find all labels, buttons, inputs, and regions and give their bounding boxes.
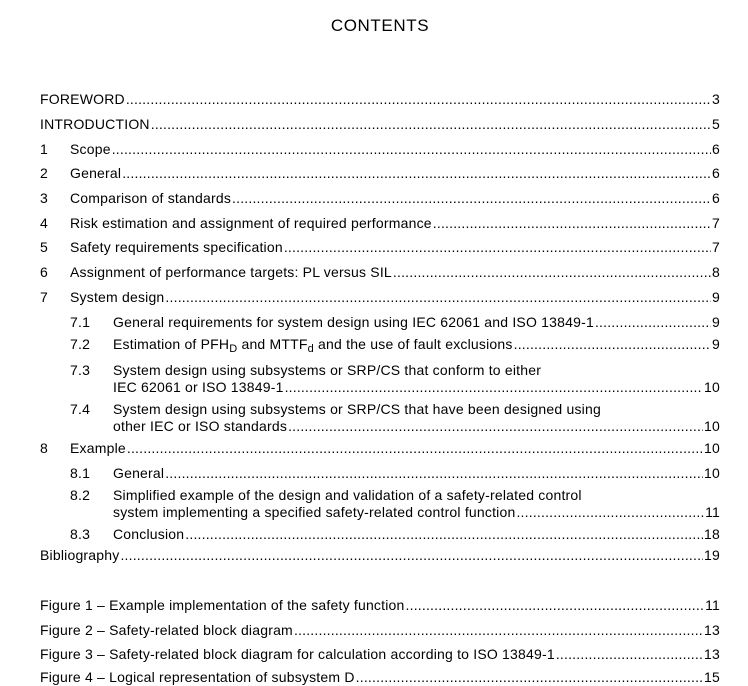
toc-entry-foreword[interactable] (40, 91, 720, 108)
toc-section-number: 8.2 (70, 487, 91, 503)
toc-entry-7-4[interactable] (40, 401, 720, 435)
dot-leader (556, 646, 703, 663)
dot-leader (356, 669, 703, 686)
toc-entry-7-2[interactable] (40, 336, 720, 353)
toc-section-number: 6 (40, 264, 48, 280)
toc-section-number: 8.1 (70, 465, 91, 481)
toc-entry-text: Safety requirements specification (70, 239, 283, 255)
toc-page-number: 3 (712, 91, 720, 107)
figure-caption: Figure 3 – Safety-related block diagram for calculation according to ISO 13849-1 (40, 646, 555, 662)
toc-entry-6[interactable] (40, 264, 720, 281)
toc-page-number: 15 (704, 669, 720, 685)
toc-entry-7[interactable] (40, 289, 720, 306)
toc-entry-text: FOREWORD (40, 91, 125, 107)
toc-page-number: 5 (712, 116, 720, 132)
figure-caption: Figure 1 – Example implementation of the safety function (40, 597, 405, 613)
toc-page-number: 9 (712, 289, 720, 305)
toc-entry-2[interactable] (40, 165, 720, 182)
toc-section-number: 7.4 (70, 401, 91, 417)
toc-figure-4[interactable] (40, 669, 720, 686)
toc-entry-8[interactable] (40, 440, 720, 457)
dot-leader (288, 418, 703, 435)
toc-section-number: 8 (40, 440, 48, 456)
dot-leader (165, 465, 703, 482)
dot-leader (514, 336, 711, 353)
toc-entry-8-3[interactable] (40, 526, 720, 543)
toc-section-number: 7.1 (70, 314, 91, 330)
toc-entry-text: Conclusion (113, 526, 185, 542)
toc-entry-text-continued: other IEC or ISO standards (113, 418, 288, 434)
toc-page-number: 10 (704, 440, 720, 456)
toc-entry-text-continued: system implementing a specified safety-related control function (113, 504, 516, 520)
toc-page-number: 10 (704, 418, 720, 434)
toc-entry-text: Estimation of $PFH_D$ and $MTTF_d$ and the use of fault exclusions (113, 336, 513, 355)
dot-leader (285, 379, 703, 396)
toc-entry-text: Assignment of performance targets: PL versus SIL (70, 264, 392, 280)
dot-leader (126, 91, 711, 108)
dot-leader (112, 141, 711, 158)
page-title: CONTENTS (330, 16, 430, 35)
toc-figure-2[interactable] (40, 622, 720, 639)
toc-page-number: 6 (712, 165, 720, 181)
toc-section-number: 5 (40, 239, 48, 255)
toc-entry-8-2[interactable] (40, 487, 720, 521)
dot-leader (294, 622, 703, 639)
toc-entry-text: Simplified example of the design and validation of a safety-related control (113, 487, 582, 503)
figure-caption: Figure 4 – Logical representation of subsystem D (40, 669, 355, 685)
toc-entry-7-3[interactable] (40, 362, 720, 396)
toc-entry-text: General (113, 465, 165, 481)
toc-figure-1[interactable] (40, 597, 720, 614)
toc-page-number: 8 (712, 264, 720, 280)
toc-entry-text: Scope (70, 141, 111, 157)
toc-page-number: 19 (704, 547, 720, 563)
toc-entry-text: Risk estimation and assignment of required performance (70, 215, 432, 231)
toc-entry-7-1[interactable] (40, 314, 720, 331)
dot-leader (232, 190, 711, 207)
toc-entry-4[interactable] (40, 215, 720, 232)
dot-leader (284, 239, 711, 256)
toc-entry-1[interactable] (40, 141, 720, 158)
toc-section-number: 3 (40, 190, 48, 206)
toc-section-number: 7.3 (70, 362, 91, 378)
toc-page-number: 9 (712, 314, 720, 330)
dot-leader (165, 289, 711, 306)
toc-page-number: 18 (704, 526, 720, 542)
toc-page-number: 13 (704, 622, 720, 638)
toc-entry-5[interactable] (40, 239, 720, 256)
dot-leader (185, 526, 703, 543)
toc-section-number: 8.3 (70, 526, 91, 542)
toc-entry-text: System design using subsystems or SRP/CS that have been designed using (113, 401, 601, 417)
toc-entry-text: System design using subsystems or SRP/CS that conform to either (113, 362, 542, 378)
dot-leader (393, 264, 711, 281)
figure-caption: Figure 2 – Safety-related block diagram (40, 622, 293, 638)
dot-leader (516, 504, 704, 521)
toc-page-number: 7 (712, 215, 720, 231)
toc-entry-text: System design (70, 289, 165, 305)
toc-entry-text: Comparison of standards (70, 190, 232, 206)
toc-page-number: 6 (712, 141, 720, 157)
toc-entry-text: INTRODUCTION (40, 116, 150, 132)
toc-page-number: 11 (705, 597, 720, 613)
toc-page-number: 11 (705, 504, 720, 520)
dot-leader (120, 547, 703, 564)
dot-leader (595, 314, 711, 331)
toc-section-number: 7.2 (70, 336, 91, 352)
toc-page-number: 10 (704, 465, 720, 481)
toc-section-number: 2 (40, 165, 48, 181)
toc-page-number: 6 (712, 190, 720, 206)
toc-entry-text: Example (70, 440, 126, 456)
toc-page-number: 10 (704, 379, 720, 395)
toc-entry-bibliography[interactable] (40, 547, 720, 564)
toc-page-number: 13 (704, 646, 720, 662)
toc-section-number: 4 (40, 215, 48, 231)
dot-leader (122, 165, 711, 182)
toc-figure-3[interactable] (40, 646, 720, 663)
toc-entry-3[interactable] (40, 190, 720, 207)
toc-entry-text: General (70, 165, 122, 181)
dot-leader (433, 215, 711, 232)
toc-page-number: 7 (712, 239, 720, 255)
dot-leader (151, 116, 711, 133)
dot-leader (127, 440, 703, 457)
toc-entry-text: General requirements for system design using IEC 62061 and ISO 13849-1 (113, 314, 594, 330)
toc-entry-text-continued: IEC 62061 or ISO 13849-1 (113, 379, 284, 395)
toc-entry-introduction[interactable] (40, 116, 720, 133)
dot-leader (406, 597, 705, 614)
toc-section-number: 7 (40, 289, 48, 305)
toc-entry-text: Bibliography (40, 547, 120, 563)
toc-section-number: 1 (40, 141, 48, 157)
toc-page-number: 9 (712, 336, 720, 352)
toc-entry-8-1[interactable] (40, 465, 720, 482)
